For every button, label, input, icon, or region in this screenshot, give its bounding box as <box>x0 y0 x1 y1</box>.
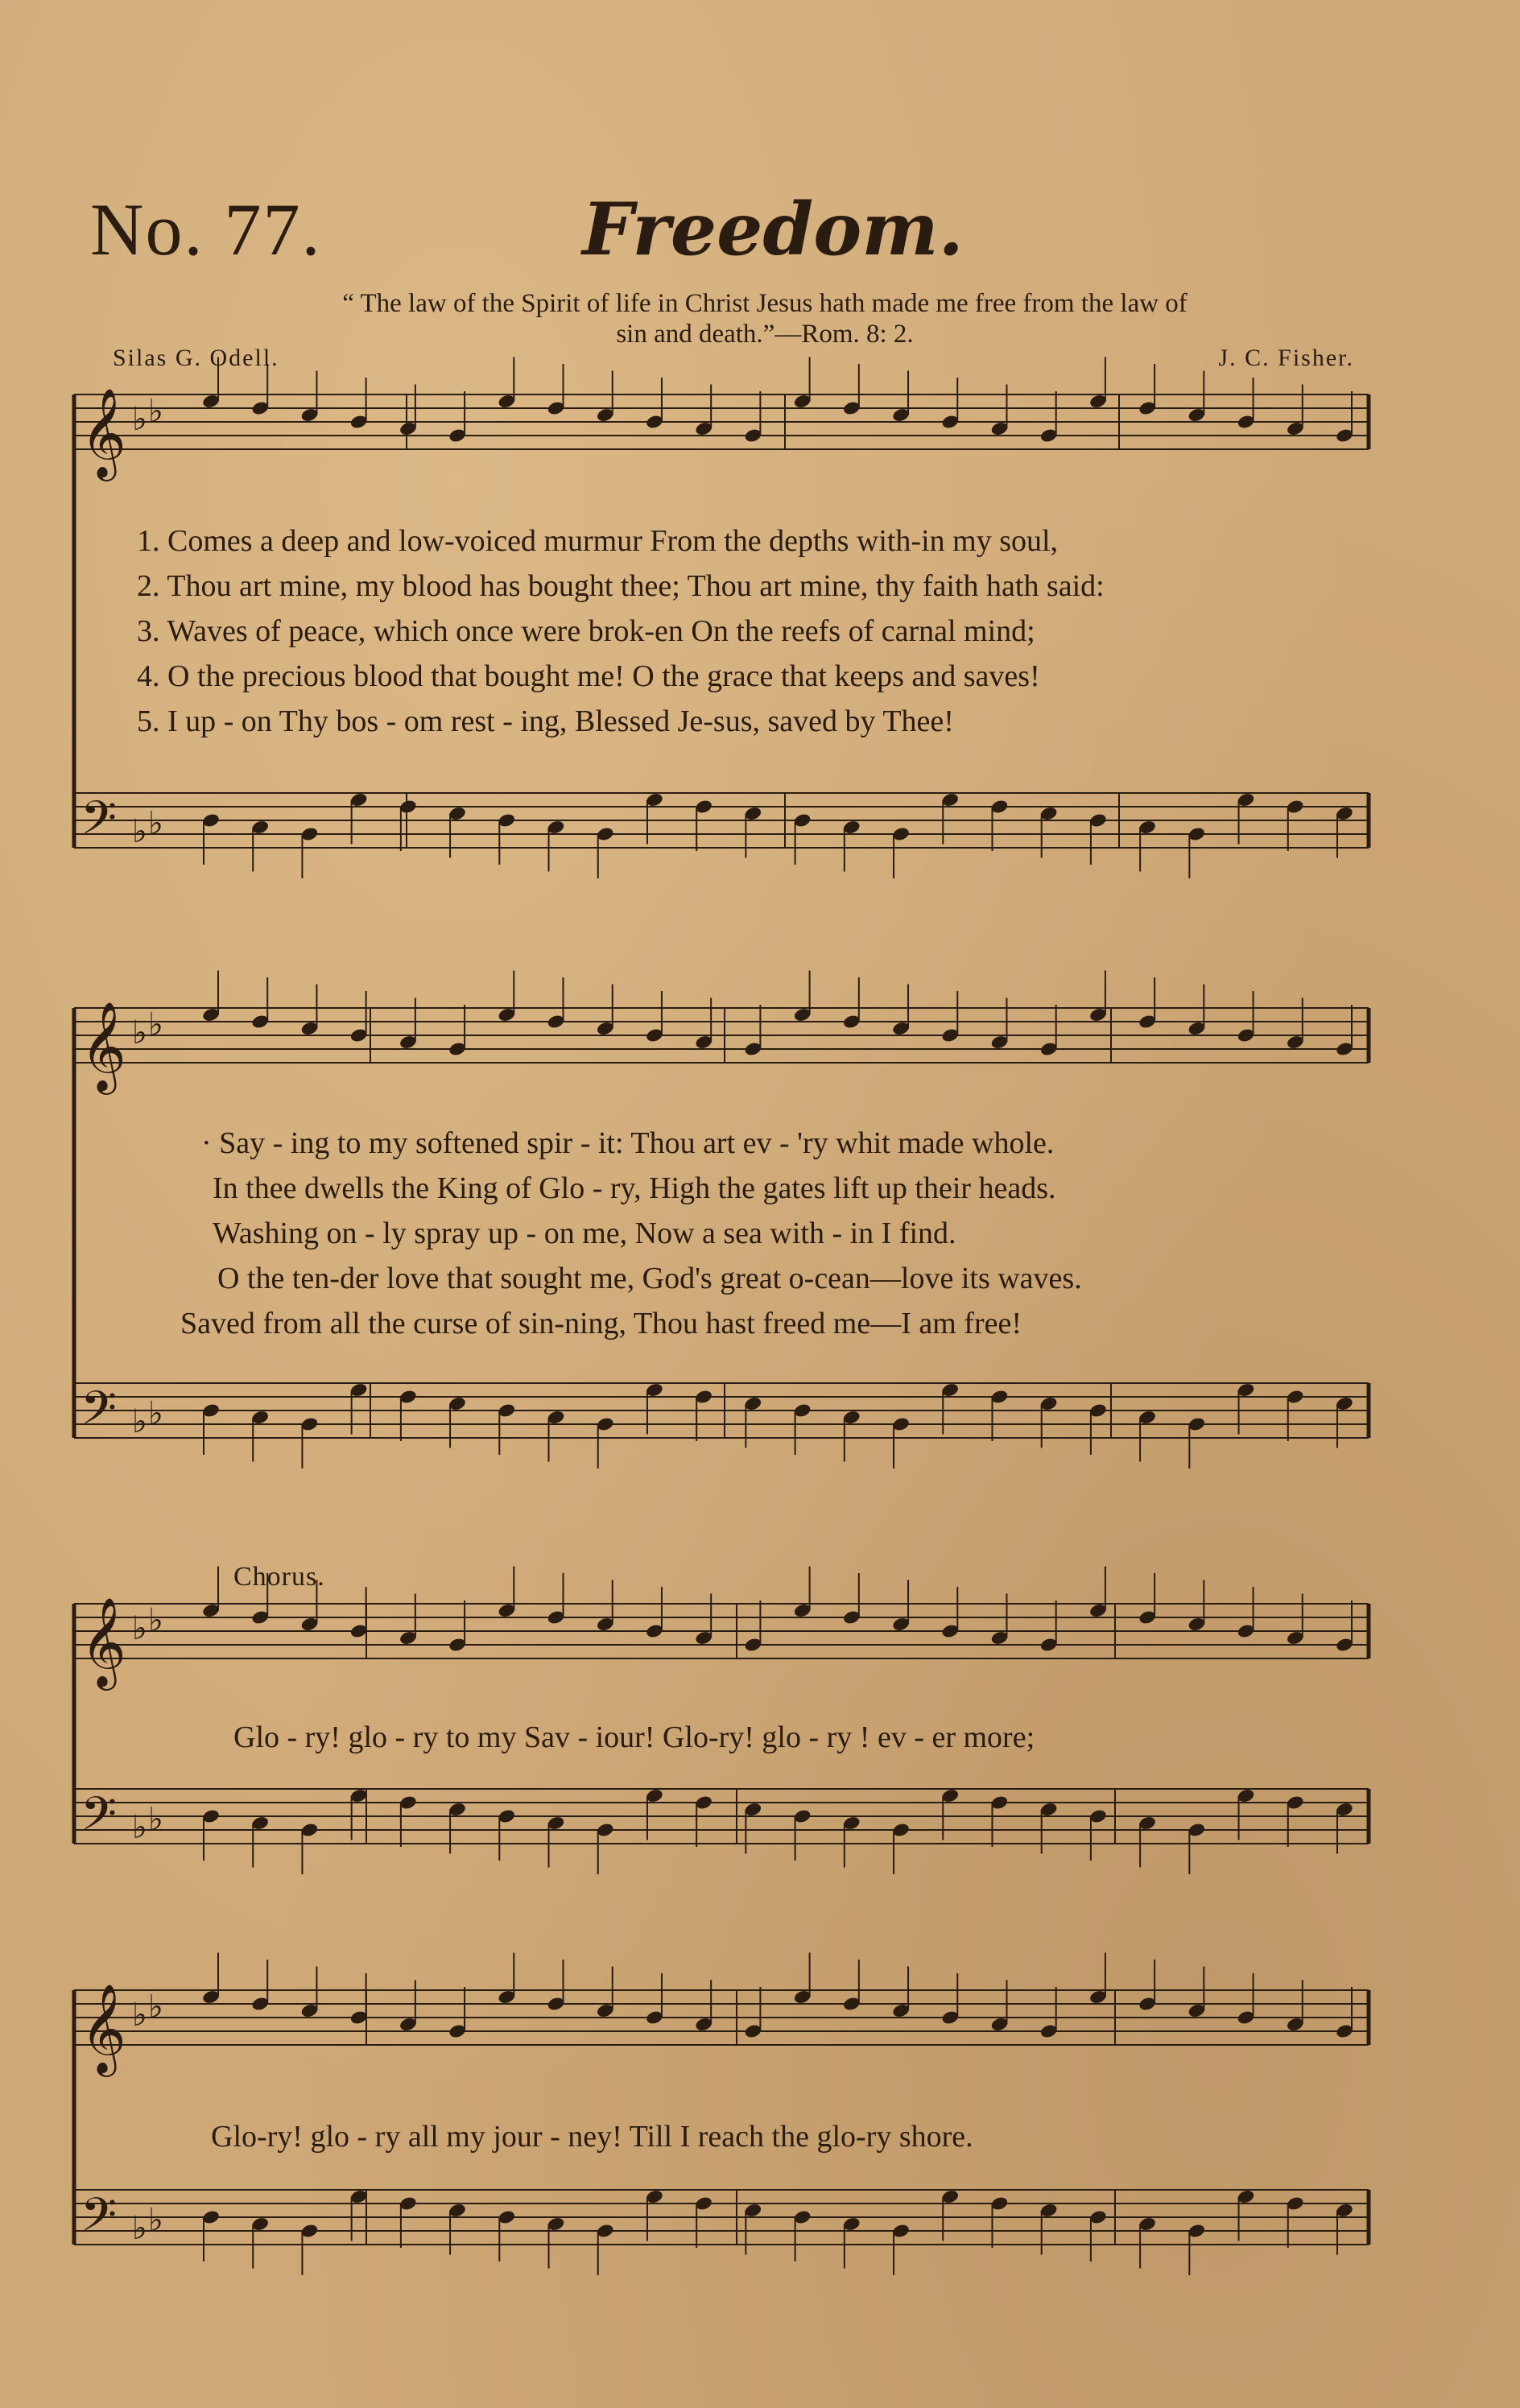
treble-clef: 𝄞 <box>81 1596 126 1687</box>
chorus-label: Chorus. <box>233 1562 325 1592</box>
hymn-title: Freedom. <box>582 187 964 272</box>
verse-1-line-2: · Say - ing to my softened spir - it: Thou art ev - 'ry whit made whole. <box>201 1126 1055 1160</box>
flat-sign: ♭ <box>148 393 163 430</box>
verse-2-line-2: In thee dwells the King of Glo - ry, High the gates lift up their heads. <box>213 1171 1056 1205</box>
flat-sign: ♭ <box>132 1809 147 1846</box>
flat-sign: ♭ <box>148 1801 163 1838</box>
treble-clef: 𝄞 <box>81 1001 126 1091</box>
hymn-number: No. 77. <box>90 188 322 271</box>
flat-sign: ♭ <box>132 1610 147 1647</box>
verse-1-line-1: 1. Comes a deep and low-voiced murmur From the depths with-in my soul, <box>137 524 1059 558</box>
verse-2-line-1: 2. Thou art mine, my blood has bought thee; Thou art mine, thy faith hath said: <box>137 569 1105 603</box>
bass-clef: 𝄢 <box>81 2187 118 2253</box>
author-credit: Silas G. Odell. <box>113 345 279 371</box>
composer-credit: J. C. Fisher. <box>1218 345 1354 371</box>
flat-sign: ♭ <box>148 805 163 842</box>
bass-clef: 𝄢 <box>81 791 118 857</box>
flat-sign: ♭ <box>132 1997 147 2034</box>
verse-3-line-1: 3. Waves of peace, which once were brok-en On the reefs of carnal mind; <box>137 614 1035 648</box>
flat-sign: ♭ <box>132 813 147 850</box>
verse-5-line-2: Saved from all the curse of sin-ning, Thou hast freed me—I am free! <box>180 1307 1022 1340</box>
flat-sign: ♭ <box>132 401 147 438</box>
chorus-line-1: Glo - ry! glo - ry to my Sav - iour! Glo-ry! glo - ry ! ev - er more; <box>233 1720 1035 1754</box>
bass-clef: 𝄢 <box>81 1381 118 1447</box>
bass-clef: 𝄢 <box>81 1786 118 1852</box>
flat-sign: ♭ <box>148 1602 163 1639</box>
flat-sign: ♭ <box>148 1989 163 2026</box>
flat-sign: ♭ <box>148 1395 163 1432</box>
verse-5-line-1: 5. I up - on Thy bos - om rest - ing, Blessed Je-sus, saved by Thee! <box>137 704 954 738</box>
flat-sign: ♭ <box>132 1403 147 1440</box>
flat-sign: ♭ <box>148 2202 163 2239</box>
verse-3-line-2: Washing on - ly spray up - on me, Now a sea with - in I find. <box>213 1216 956 1250</box>
epigraph-line-2: sin and death.”—Rom. 8: 2. <box>616 320 914 349</box>
verse-4-line-2: O the ten-der love that sought me, God's great o-cean—love its waves. <box>217 1262 1082 1295</box>
treble-clef: 𝄞 <box>81 387 126 477</box>
flat-sign: ♭ <box>148 1006 163 1043</box>
flat-sign: ♭ <box>132 1014 147 1051</box>
treble-clef: 𝄞 <box>81 1983 126 2073</box>
flat-sign: ♭ <box>132 2210 147 2247</box>
chorus-line-2: Glo-ry! glo - ry all my jour - ney! Till I reach the glo-ry shore. <box>211 2120 973 2154</box>
epigraph-line-1: “ The law of the Spirit of life in Christ Jesus hath made me free from the law of <box>342 289 1188 318</box>
verse-4-line-1: 4. O the precious blood that bought me! O the grace that keeps and saves! <box>137 659 1040 693</box>
